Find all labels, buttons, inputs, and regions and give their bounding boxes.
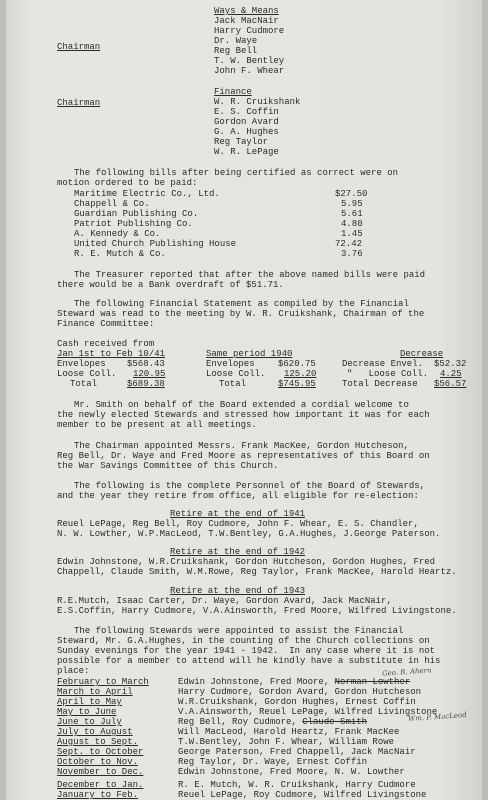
bill-amount: 1.45 — [341, 229, 363, 239]
statement-value: $745.95 — [278, 379, 316, 389]
statement-caption: Cash received from — [57, 339, 155, 349]
statement-label: Envelopes — [57, 359, 106, 369]
paragraph-line: place: — [57, 666, 90, 676]
chairman-label: Chairman — [57, 42, 101, 52]
handwritten-note: Wm. P. MacLeod — [407, 710, 467, 724]
schedule-names: Will MacLeod, Harold Heartz, Frank MacKee — [178, 727, 400, 737]
statement-label: Loose Coll. — [57, 369, 117, 379]
retire-line: N. W. Lowther, W.P.MacLeod, T.W.Bentley, G.A.Hughes, J.George Paterson. — [57, 529, 441, 539]
committee-member: W. R. Cruikshank — [214, 97, 301, 107]
schedule-names: Reg Taylor, Dr. Waye, Ernest Coffin — [178, 757, 368, 767]
schedule-names: W.R.Cruikshank, Gordon Hughes, Ernest Coffin — [178, 697, 416, 707]
schedule-names: Edwin Johnstone, Fred Moore, N. W. Lowther — [178, 767, 405, 777]
statement-value: 4.25 — [440, 369, 462, 379]
statement-value: $689.38 — [127, 379, 165, 389]
statement-col-head: Same period 1940 — [206, 349, 293, 359]
bill-amount: 5.61 — [341, 209, 363, 219]
bill-amount: 5.95 — [341, 199, 363, 209]
retire-heading: Retire at the end of 1943 — [170, 586, 306, 596]
bill-amount: 4.80 — [341, 219, 363, 229]
statement-value: $568.43 — [127, 359, 165, 369]
paragraph-line: possible for a member to attend will he kindly have a substitute in his — [57, 656, 441, 666]
committee-title: Finance — [214, 87, 252, 97]
paragraph-line: The Treasurer reported that after the above named bills were paid — [74, 270, 426, 280]
retire-line: Edwin Johnstone, W.R.Cruikshank, Gordon Hutcheson, Gordon Hughes, Fred — [57, 557, 436, 567]
paragraph-line: The following Financial Statement as compiled by the Financial — [74, 299, 409, 309]
statement-value: $52.32 — [434, 359, 467, 369]
schedule-period: December to Jan. — [57, 780, 144, 790]
committee-member: G. A. Hughes — [214, 127, 279, 137]
handwritten-note: Geo. R. Ahern — [381, 666, 432, 678]
statement-value: $56.57 — [434, 379, 467, 389]
paragraph-line: the War Savings Committee of this Church. — [57, 461, 279, 471]
schedule-names: R. E. Mutch, W. R. Cruikshank, Harry Cudmore — [178, 780, 416, 790]
committee-member: John F. Whear — [214, 66, 285, 76]
statement-label: " Loose Coll. — [347, 369, 429, 379]
retire-line: Reuel LePage, Reg Bell, Roy Cudmore, John F. Whear, E. S. Chandler, — [57, 519, 419, 529]
schedule-period: April to May — [57, 697, 122, 707]
retire-heading: Retire at the end of 1941 — [170, 509, 306, 519]
committee-member: Reg Taylor — [214, 137, 269, 147]
statement-col-head: Decrease — [400, 349, 444, 359]
statement-label: Total — [219, 379, 247, 389]
paragraph-line: member to be present at all meetings. — [57, 420, 257, 430]
bill-payee: Guardian Publishing Co. — [74, 209, 199, 219]
committee-member: Harry Cudmore — [214, 26, 285, 36]
statement-value: 125.20 — [284, 369, 317, 379]
bill-amount: 3.76 — [341, 249, 363, 259]
schedule-period: Sept. to October — [57, 747, 144, 757]
paragraph-line: The following is the complete Personnel of the Board of Stewards, — [74, 481, 426, 491]
committee-member: Jack MacNair — [214, 16, 279, 26]
bill-payee: Patriot Publishing Co. — [74, 219, 193, 229]
bill-payee: Chappell & Co. — [74, 199, 150, 209]
committee-member: T. W. Bentley — [214, 56, 285, 66]
statement-value: $620.75 — [278, 359, 316, 369]
committee-member: Reg Bell — [214, 46, 258, 56]
paragraph-line: the newly elected Stewards and stressed how important it was for each — [57, 410, 430, 420]
paragraph-line: Reg Bell, Dr. Waye and Fred Moore as representatives of this Board on — [57, 451, 430, 461]
paragraph-line: Steward, Mr. G.A.Hughes, in the counting of the Church collections on — [57, 636, 430, 646]
schedule-period: July to August — [57, 727, 133, 737]
schedule-names: Edwin Johnstone, Fred Moore, Norman Lowther — [178, 677, 411, 687]
schedule-names: Reuel LePage, Roy Cudmore, Wilfred Livingstone — [178, 790, 427, 800]
schedule-names: Harry Cudmore, Gordon Avard, Gordon Hutcheson — [178, 687, 422, 697]
bill-payee: R. E. Mutch & Co. — [74, 249, 166, 259]
schedule-period: October to Nov. — [57, 757, 139, 767]
statement-label: Envelopes — [206, 359, 255, 369]
statement-label: Decrease Envel. — [342, 359, 424, 369]
schedule-period: May to June — [57, 707, 117, 717]
paragraph-line: there would be a Bank overdraft of $51.71. — [57, 280, 284, 290]
committee-title: Ways & Means — [214, 6, 279, 16]
statement-label: Total Decrease — [342, 379, 418, 389]
schedule-period: June to July — [57, 717, 122, 727]
schedule-period: January to Feb. — [57, 790, 139, 800]
committee-member: Dr. Waye — [214, 36, 258, 46]
paragraph-line: The following Stewards were appointed to assist the Financial — [74, 626, 404, 636]
bill-payee: Maritime Electric Co., Ltd. — [74, 189, 220, 199]
paragraph-line: and the year they retire from office, all eligible for re-election: — [57, 491, 419, 501]
schedule-names: V.A.Ainsworth, Reuel LePage, Wilfred Livingstone — [178, 707, 438, 717]
bill-amount: $27.50 — [335, 189, 368, 199]
page-edge-right — [482, 0, 488, 800]
committee-member: Gordon Avard — [214, 117, 279, 127]
committee-member: E. S. Coffin — [214, 107, 279, 117]
statement-value: 120.95 — [133, 369, 166, 379]
statement-col-head: Jan 1st to Feb 10/41 — [57, 349, 166, 359]
schedule-period: August to Sept. — [57, 737, 139, 747]
paragraph-line: Finance Committee: — [57, 319, 155, 329]
schedule-names: George Paterson, Fred Chappell, Jack MacNair — [178, 747, 416, 757]
bill-payee: A. Kennedy & Co. — [74, 229, 161, 239]
paragraph-line: Mr. Smith on behalf of the Board extended a cordial welcome to — [74, 400, 409, 410]
paragraph-line: Sunday evenings for the year 1941 - 1942. In any case where it is not — [57, 646, 436, 656]
schedule-period: March to April — [57, 687, 133, 697]
bill-amount: 72.42 — [335, 239, 363, 249]
schedule-period: November to Dec. — [57, 767, 144, 777]
schedule-names: T.W.Bentley, John F. Whear, William Rowe — [178, 737, 395, 747]
retire-line: R.E.Mutch, Isaac Carter, Dr. Waye, Gordon Avard, Jack MacNair, — [57, 596, 392, 606]
schedule-period: February to March — [57, 677, 149, 687]
chairman-label: Chairman — [57, 98, 101, 108]
retire-line: Chappell, Claude Smith, W.M.Rowe, Reg Taylor, Frank MacKee, Harold Heartz. — [57, 567, 457, 577]
paragraph-line: The following bills after being certified as correct were on — [74, 168, 399, 178]
statement-label: Loose Coll. — [206, 369, 266, 379]
committee-member: W. R. LePage — [214, 147, 279, 157]
paragraph-line: motion ordered to be paid: — [57, 178, 198, 188]
page-edge-left — [0, 0, 6, 800]
retire-line: E.S.Coffin, Harry Cudmore, V.A.Ainsworth, Fred Moore, Wilfred Livingstone. — [57, 606, 457, 616]
paragraph-line: Steward was read to the meeting by W. R. Cruikshank, Chairman of the — [57, 309, 425, 319]
bill-payee: United Church Publishing House — [74, 239, 237, 249]
statement-label: Total — [70, 379, 98, 389]
schedule-names: Reg Bell, Roy Cudmore, Claude Smith — [178, 717, 368, 727]
retire-heading: Retire at the end of 1942 — [170, 547, 306, 557]
paragraph-line: The Chairman appointed Messrs. Frank MacKee, Gordon Hutcheson, — [74, 441, 409, 451]
